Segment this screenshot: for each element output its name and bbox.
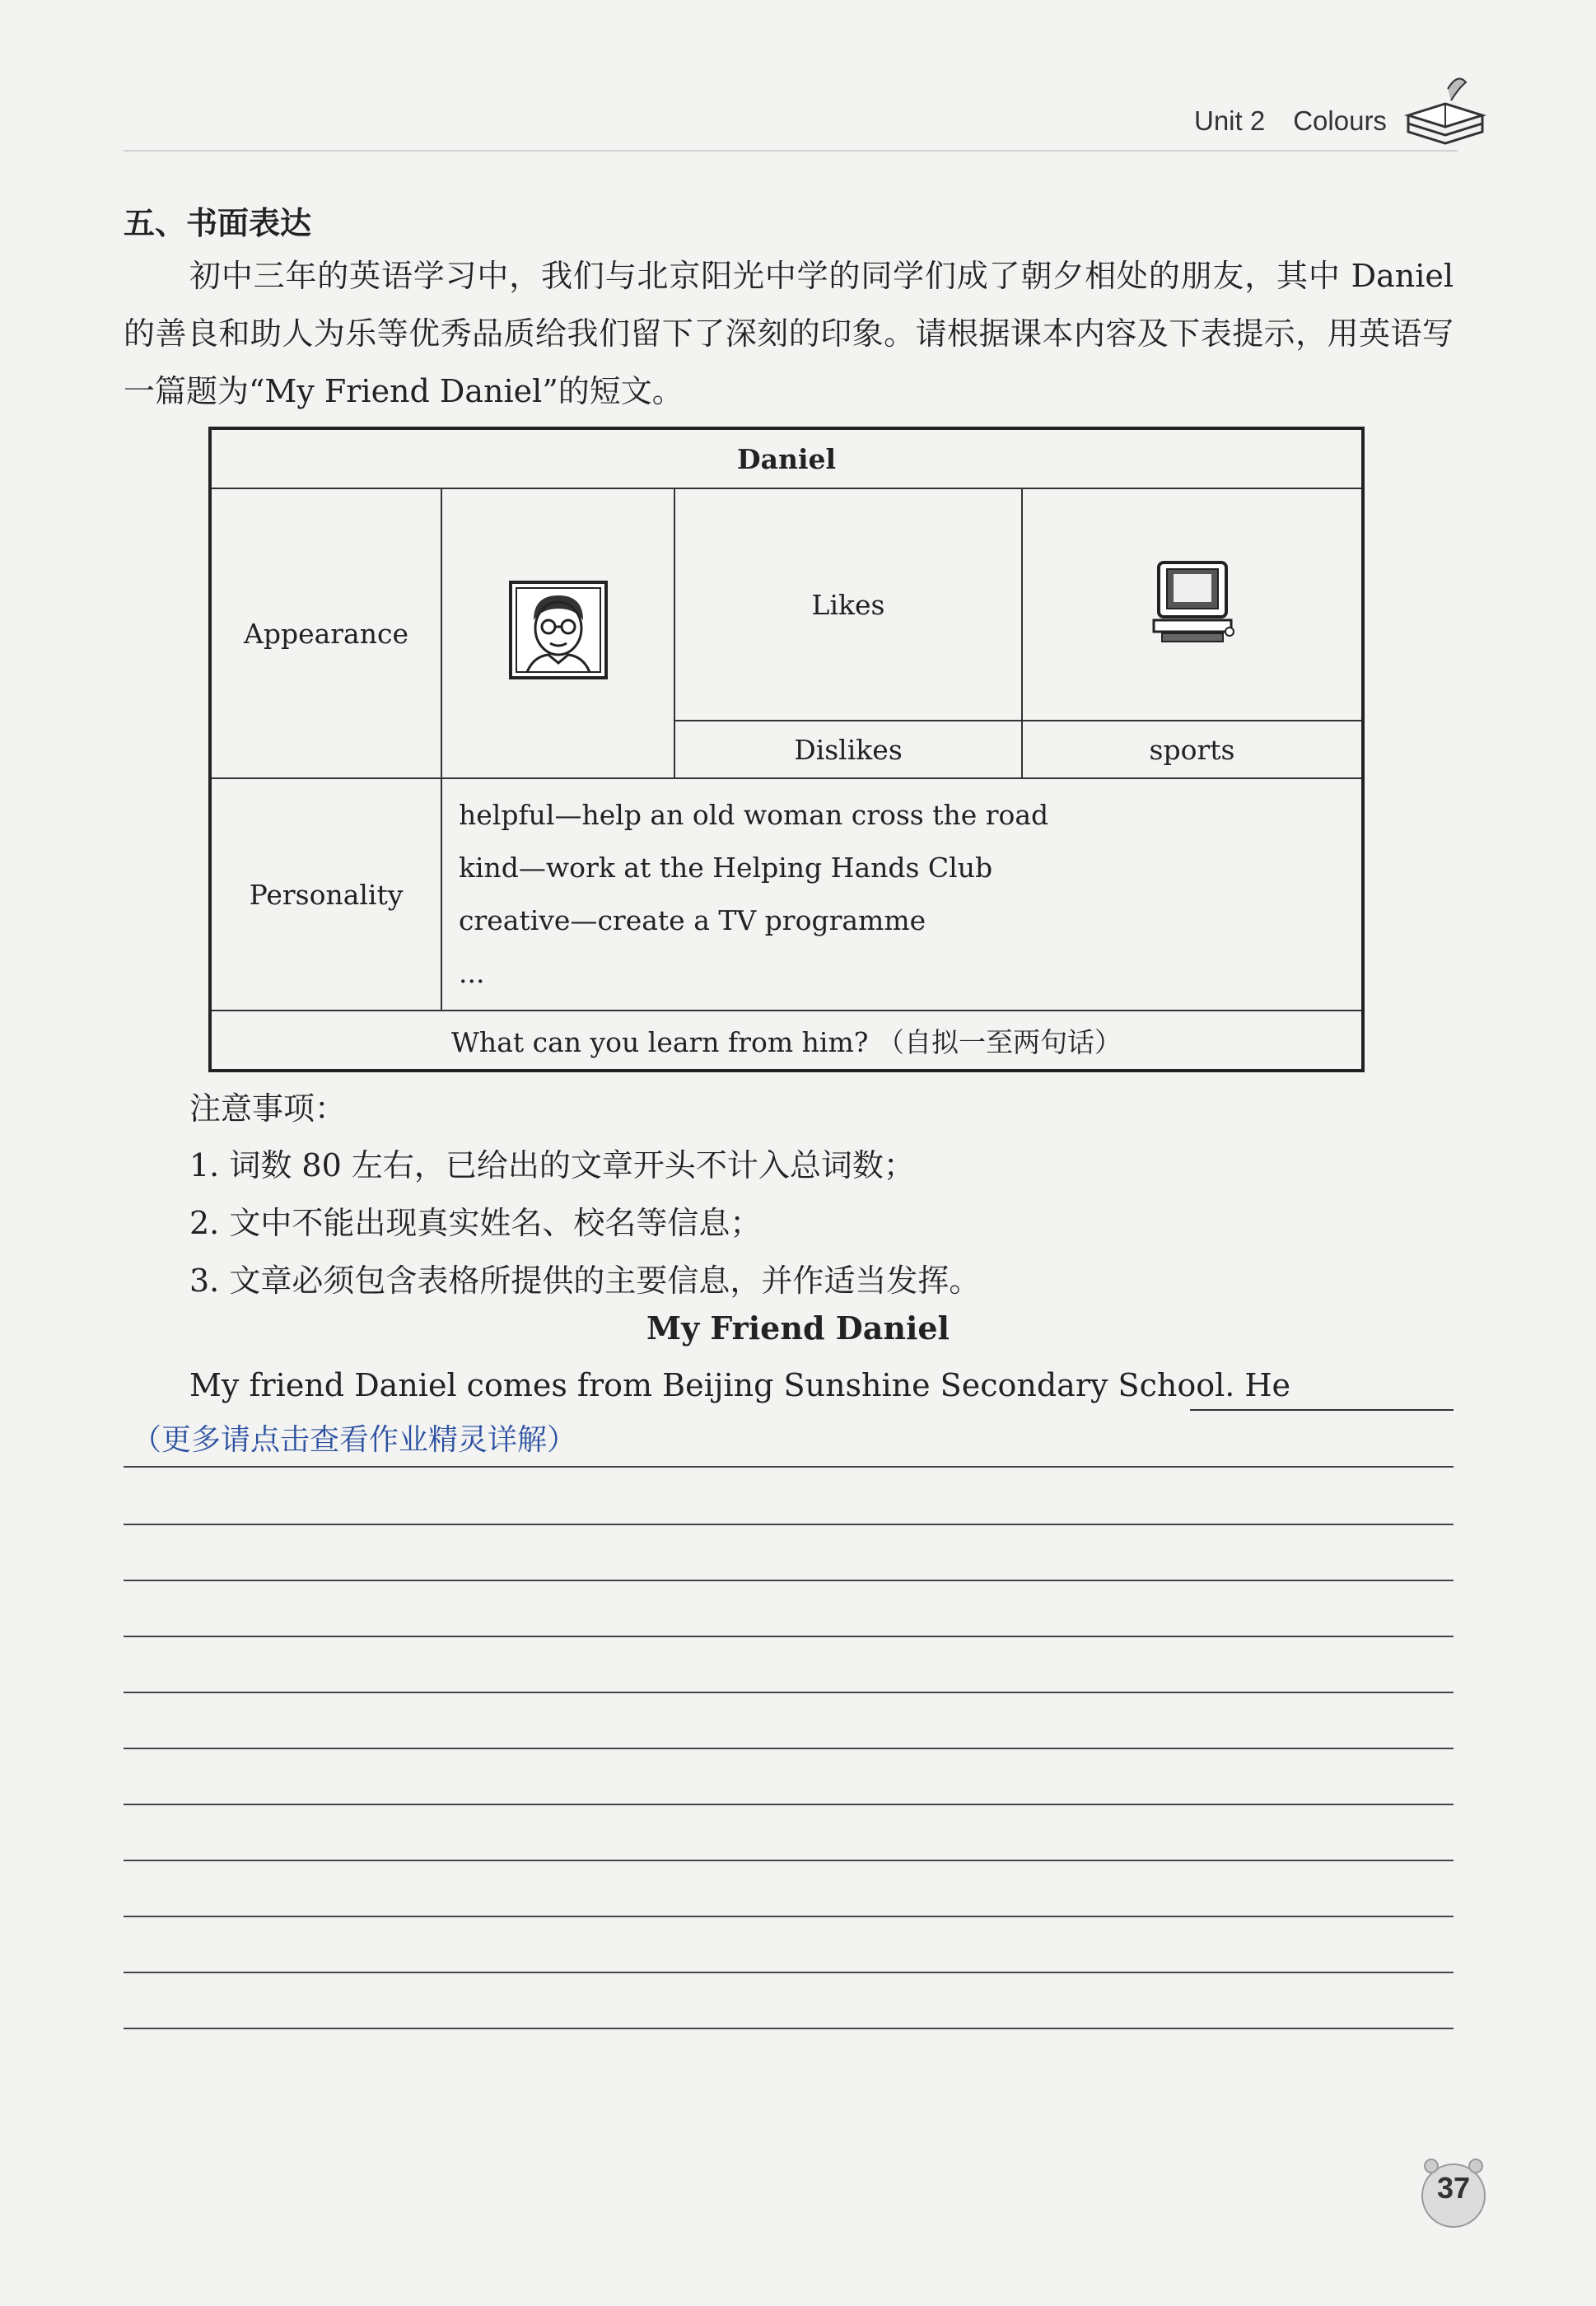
more-details-link[interactable]: （更多请点击查看作业精灵详解） xyxy=(132,1423,577,1457)
open-book-stack-icon xyxy=(1400,64,1491,155)
notes-list xyxy=(189,1137,980,1309)
writing-line[interactable] xyxy=(124,1916,1454,1917)
personality-list xyxy=(441,778,1363,1011)
daniel-info-table xyxy=(208,427,1365,1072)
writing-line[interactable] xyxy=(124,1466,1454,1468)
writing-line[interactable] xyxy=(124,1524,1454,1525)
header-rule xyxy=(124,150,1458,152)
table-title: Daniel xyxy=(210,428,1363,488)
learn-prompt: What can you learn from him? （自拟一至两句话） xyxy=(210,1011,1363,1071)
appearance-label: Appearance xyxy=(210,488,441,778)
essay-blank-line[interactable] xyxy=(1190,1409,1454,1411)
dislikes-label: Dislikes xyxy=(674,721,1022,778)
personality-label: Personality xyxy=(210,778,441,1011)
personality-item: ... xyxy=(459,957,485,989)
personality-item: helpful—help an old woman cross the road xyxy=(459,799,1049,831)
personality-item: creative—create a TV programme xyxy=(459,904,926,936)
writing-line[interactable] xyxy=(124,1636,1454,1637)
appearance-picture-cell xyxy=(441,488,674,778)
dislikes-value: sports xyxy=(1022,721,1363,778)
boy-with-glasses-portrait-icon xyxy=(509,581,608,679)
computer-icon xyxy=(1147,556,1238,647)
page-number: 37 xyxy=(1436,2171,1471,2205)
page-header xyxy=(1194,105,1415,137)
essay-title: My Friend Daniel xyxy=(646,1309,950,1347)
writing-line[interactable] xyxy=(124,2028,1454,2029)
note-item: 1. 词数 80 左右，已给出的文章开头不计入总词数； xyxy=(189,1147,915,1183)
essay-opening: My friend Daniel comes from Beijing Sunshine Secondary School. He xyxy=(189,1367,1291,1403)
likes-label: Likes xyxy=(674,488,1022,721)
writing-line[interactable] xyxy=(124,1580,1454,1581)
note-item: 2. 文中不能出现真实姓名、校名等信息； xyxy=(189,1205,762,1241)
notes-title: 注意事项： xyxy=(189,1090,347,1127)
writing-line[interactable] xyxy=(124,1860,1454,1861)
unit-topic: Colours xyxy=(1293,105,1387,136)
writing-line[interactable] xyxy=(124,1748,1454,1749)
writing-line[interactable] xyxy=(124,1804,1454,1805)
personality-item: kind—work at the Helping Hands Club xyxy=(459,852,993,884)
writing-line[interactable] xyxy=(124,1692,1454,1693)
task-instructions: 初中三年的英语学习中，我们与北京阳光中学的同学们成了朝夕相处的朋友，其中 Daniel 的善良和助人为乐等优秀品质给我们留下了深刻的印象。请根据课本内容及下表提示，用英语写一篇题为“My Friend Daniel”的短文。 xyxy=(124,258,1454,409)
likes-picture-cell xyxy=(1022,488,1363,721)
unit-label: Unit 2 xyxy=(1194,105,1266,136)
writing-line[interactable] xyxy=(124,1972,1454,1973)
note-item: 3. 文章必须包含表格所提供的主要信息，并作适当发挥。 xyxy=(189,1263,981,1299)
section-title: 五、书面表达 xyxy=(124,204,312,241)
